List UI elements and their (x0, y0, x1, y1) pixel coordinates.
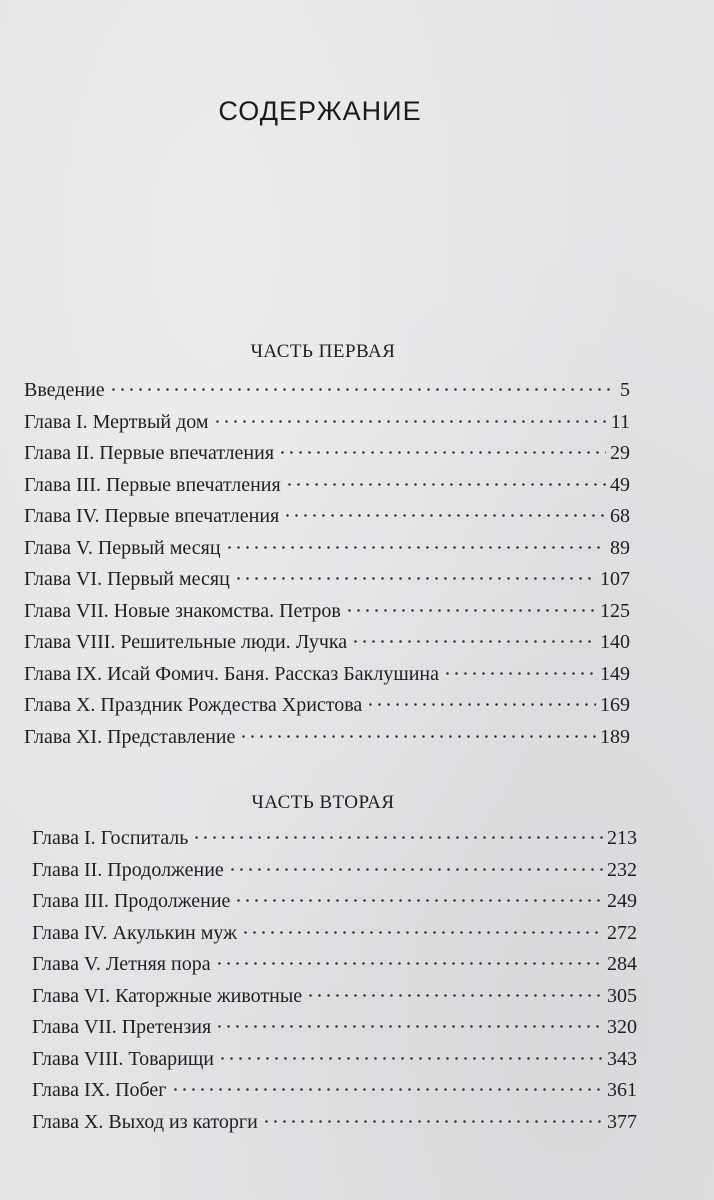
part-two-heading: ЧАСТЬ ВТОРАЯ (251, 792, 395, 813)
toc-entry (32, 1044, 637, 1076)
dot-leader (234, 899, 603, 902)
entry-title: Глава III. Первые впечатления (24, 473, 281, 496)
toc-entry (24, 501, 630, 533)
dot-leader (215, 1025, 603, 1028)
entry-title: Глава VII. Претензия (32, 1016, 212, 1038)
entry-page-number: 189 (600, 725, 630, 748)
entry-title: Глава VI. Первый месяц (24, 568, 230, 590)
toc-entry (32, 981, 637, 1013)
entry-title: Глава IV. Акулькин муж (32, 921, 237, 944)
entry-page-number: 49 (610, 473, 630, 496)
entry-page-number: 149 (600, 662, 630, 685)
entry-title: Глава XI. Представление (24, 725, 236, 748)
toc-entry (24, 722, 630, 754)
dot-leader (171, 1088, 603, 1091)
dot-leader (283, 514, 606, 517)
entry-title: Глава X. Праздник Рождества Христова (24, 694, 363, 716)
entry-title: Глава VII. Новые знакомства. Петров (24, 599, 341, 622)
entry-page-number: 361 (607, 1079, 637, 1101)
dot-leader (213, 420, 607, 423)
dot-leader (351, 640, 596, 643)
dot-leader (443, 672, 596, 675)
entry-page-number: 343 (607, 1047, 637, 1070)
entry-title: Глава II. Продолжение (32, 858, 224, 881)
entry-title: Глава IX. Исай Фомич. Баня. Рассказ Баклушина (24, 662, 440, 685)
dot-leader (306, 994, 603, 997)
dot-leader (239, 735, 596, 738)
toc-entry (32, 823, 637, 855)
part-one-toc (24, 375, 630, 753)
toc-entry (32, 886, 637, 918)
dot-leader (109, 388, 616, 391)
toc-entry (24, 438, 630, 470)
entry-title: Глава X. Выход из каторги (32, 1110, 258, 1133)
toc-entry (32, 918, 637, 950)
entry-title: Глава VIII. Товарищи (32, 1047, 214, 1070)
toc-entry (24, 533, 630, 565)
toc-entry (24, 470, 630, 502)
entry-page-number: 140 (600, 631, 630, 653)
entry-page-number: 232 (607, 858, 637, 881)
dot-leader (345, 609, 596, 612)
entry-title: Глава VI. Каторжные животные (32, 984, 303, 1007)
entry-title: Глава III. Продолжение (32, 890, 231, 912)
entry-page-number: 272 (607, 921, 637, 944)
entry-page-number: 249 (607, 890, 637, 912)
entry-page-number: 213 (607, 827, 637, 849)
toc-entry (32, 1075, 637, 1107)
toc-entry (24, 596, 630, 628)
entry-page-number: 125 (600, 599, 630, 622)
entry-page-number: 11 (610, 410, 630, 433)
toc-entry (24, 690, 630, 722)
page-title: СОДЕРЖАНИЕ (218, 96, 422, 126)
entry-page-number: 5 (620, 379, 630, 401)
entry-page-number: 284 (607, 953, 637, 975)
entry-title: Глава IX. Побег (32, 1079, 167, 1101)
part-two-toc (32, 823, 637, 1138)
dot-leader (218, 1057, 603, 1060)
toc-entry (24, 627, 630, 659)
part-one-heading: ЧАСТЬ ПЕРВАЯ (250, 341, 396, 362)
dot-leader (278, 451, 606, 454)
entry-page-number: 169 (600, 694, 630, 716)
toc-entry (32, 1107, 637, 1139)
entry-title: Глава II. Первые впечатления (24, 442, 275, 464)
entry-title: Введение (24, 379, 105, 401)
toc-entry (24, 659, 630, 691)
entry-title: Глава V. Летняя пора (32, 953, 211, 975)
dot-leader (285, 483, 606, 486)
entry-page-number: 68 (610, 505, 630, 527)
dot-leader (241, 931, 603, 934)
entry-page-number: 89 (610, 536, 630, 559)
dot-leader (366, 703, 596, 706)
entry-page-number: 320 (607, 1016, 637, 1038)
entry-page-number: 107 (600, 568, 630, 590)
toc-entry (24, 564, 630, 596)
toc-entry (32, 1012, 637, 1044)
entry-title: Глава I. Госпиталь (32, 827, 189, 849)
entry-page-number: 29 (610, 442, 630, 464)
entry-title: Глава IV. Первые впечатления (24, 505, 280, 527)
entry-title: Глава I. Мертвый дом (24, 410, 209, 433)
entry-page-number: 377 (607, 1110, 637, 1133)
dot-leader (262, 1120, 603, 1123)
entry-page-number: 305 (607, 984, 637, 1007)
toc-entry (32, 855, 637, 887)
dot-leader (234, 577, 596, 580)
toc-entry (24, 375, 630, 407)
entry-title: Глава V. Первый месяц (24, 536, 221, 559)
dot-leader (225, 546, 606, 549)
entry-title: Глава VIII. Решительные люди. Лучка (24, 631, 348, 653)
toc-entry (32, 949, 637, 981)
toc-entry (24, 407, 630, 439)
dot-leader (192, 836, 603, 839)
dot-leader (215, 962, 603, 965)
dot-leader (228, 868, 603, 871)
